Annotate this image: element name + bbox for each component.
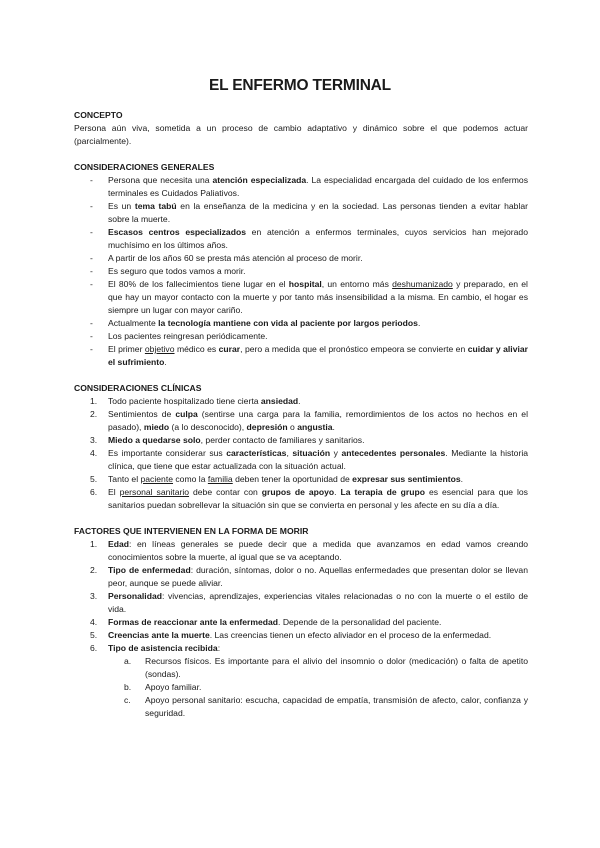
section-heading: CONSIDERACIONES CLÍNICAS bbox=[74, 383, 202, 393]
sub-list-item: c. Apoyo personal sanitario: escucha, capacidad de empatía, transmisión de afecto, calor, confianza y seguridad. bbox=[124, 695, 528, 718]
list-item: - Es un tema tabú en la enseñanza de la medicina y en la sociedad. Las personas tienden a evitar hablar sobre la muerte. bbox=[74, 200, 528, 226]
numbered-list bbox=[74, 395, 528, 512]
section-heading: CONCEPTO bbox=[74, 110, 123, 120]
list-item: 6. El personal sanitario debe contar con grupos de apoyo. La terapia de grupo es esencial para que los sanitarios puedan sobrellevar la situación sin que se convierta en personal y les afecte en su día a día. bbox=[90, 487, 528, 510]
list-item: 2. Tipo de enfermedad: duración, síntomas, dolor o no. Aquellas enfermedades que presentan dolor se llevan peor, aunque se puede aliviar. bbox=[90, 565, 528, 588]
document-body bbox=[74, 109, 528, 720]
list-item: - El 80% de los fallecimientos tiene lugar en el hospital, un entorno más deshumanizado y preparado, en el que hay un mayor contacto con la muerte y por tanto más insensibilidad a la misma. En cambio, el hogar es siempre un lugar con mayor cariño. bbox=[74, 278, 528, 317]
section-heading: CONSIDERACIONES GENERALES bbox=[74, 162, 215, 172]
sub-list bbox=[108, 655, 528, 720]
list-item: 2. Sentimientos de culpa (sentirse una carga para la familia, remordimientos de los actos no hechos en el pasado), miedo (a lo desconocido), depresión o angustia. bbox=[90, 409, 528, 432]
list-item: 1. Edad: en líneas generales se puede decir que a medida que avanzamos en edad vamos creando conocimientos sobre la muerte, al igual que se va aceptando. bbox=[90, 539, 528, 562]
sub-list-item: a. Recursos físicos. Es importante para el alivio del insomnio o dolor (medicación) o falta de apetito (sondas). bbox=[124, 656, 528, 679]
list-item: - Escasos centros especializados en atención a enfermos terminales, cuyos servicios han mejorado muchísimo en los últimos años. bbox=[74, 226, 528, 252]
sub-list-item: b. Apoyo familiar. bbox=[124, 682, 202, 692]
section-consideraciones-clinicas bbox=[74, 382, 528, 512]
section-factores bbox=[74, 525, 528, 720]
numbered-list bbox=[74, 538, 528, 720]
list-item: - Los pacientes reingresan periódicamente. bbox=[74, 330, 528, 343]
section-concepto bbox=[74, 109, 528, 148]
list-item: 3. Personalidad: vivencias, aprendizajes, experiencias vitales relacionadas o no con la muerte o el estilo de vida. bbox=[90, 591, 528, 614]
list-item: - Es seguro que todos vamos a morir. bbox=[74, 265, 528, 278]
section-heading: FACTORES QUE INTERVIENEN EN LA FORMA DE MORIR bbox=[74, 526, 309, 536]
bullet-list bbox=[74, 174, 528, 369]
paragraph: Persona aún viva, sometida a un proceso de cambio adaptativo y dinámico sobre el que podemos actuar (parcialmente). bbox=[74, 123, 528, 146]
list-item: 4. Formas de reaccionar ante la enfermedad. Depende de la personalidad del paciente. bbox=[90, 617, 442, 627]
list-item: 5. Creencias ante la muerte. Las creencias tienen un efecto aliviador en el proceso de la enfermedad. bbox=[90, 630, 492, 640]
list-item: - Persona que necesita una atención especializada. La especialidad encargada del cuidado de los enfermos terminales es Cuidados Paliativos. bbox=[74, 174, 528, 200]
list-item: 6. Tipo de asistencia recibida: a. Recursos físicos. Es importante para el alivio del insomnio o dolor (medicación) o falta de apetito (sondas). b. Apoyo familiar. c. Apoyo personal sanitario: escucha, capacidad de empatía, transmisión de afecto, calor, confianza y seguridad. bbox=[90, 643, 528, 718]
list-item: - El primer objetivo médico es curar, pero a medida que el pronóstico empeora se convierte en cuidar y aliviar el sufrimiento. bbox=[74, 343, 528, 369]
list-item: - A partir de los años 60 se presta más atención al proceso de morir. bbox=[74, 252, 528, 265]
page-title: EL ENFERMO TERMINAL bbox=[209, 77, 391, 94]
list-item: 1. Todo paciente hospitalizado tiene cierta ansiedad. bbox=[90, 396, 301, 406]
list-item: 5. Tanto el paciente como la familia deben tener la oportunidad de expresar sus sentimientos. bbox=[90, 474, 463, 484]
list-item: - Actualmente la tecnología mantiene con vida al paciente por largos periodos. bbox=[74, 317, 528, 330]
list-item: 3. Miedo a quedarse solo, perder contacto de familiares y sanitarios. bbox=[90, 435, 365, 445]
list-item: 4. Es importante considerar sus características, situación y antecedentes personales. Mediante la historia clínica, que tiene que estar actualizada con la situación actual. bbox=[90, 448, 529, 471]
section-consideraciones-generales bbox=[74, 161, 528, 369]
